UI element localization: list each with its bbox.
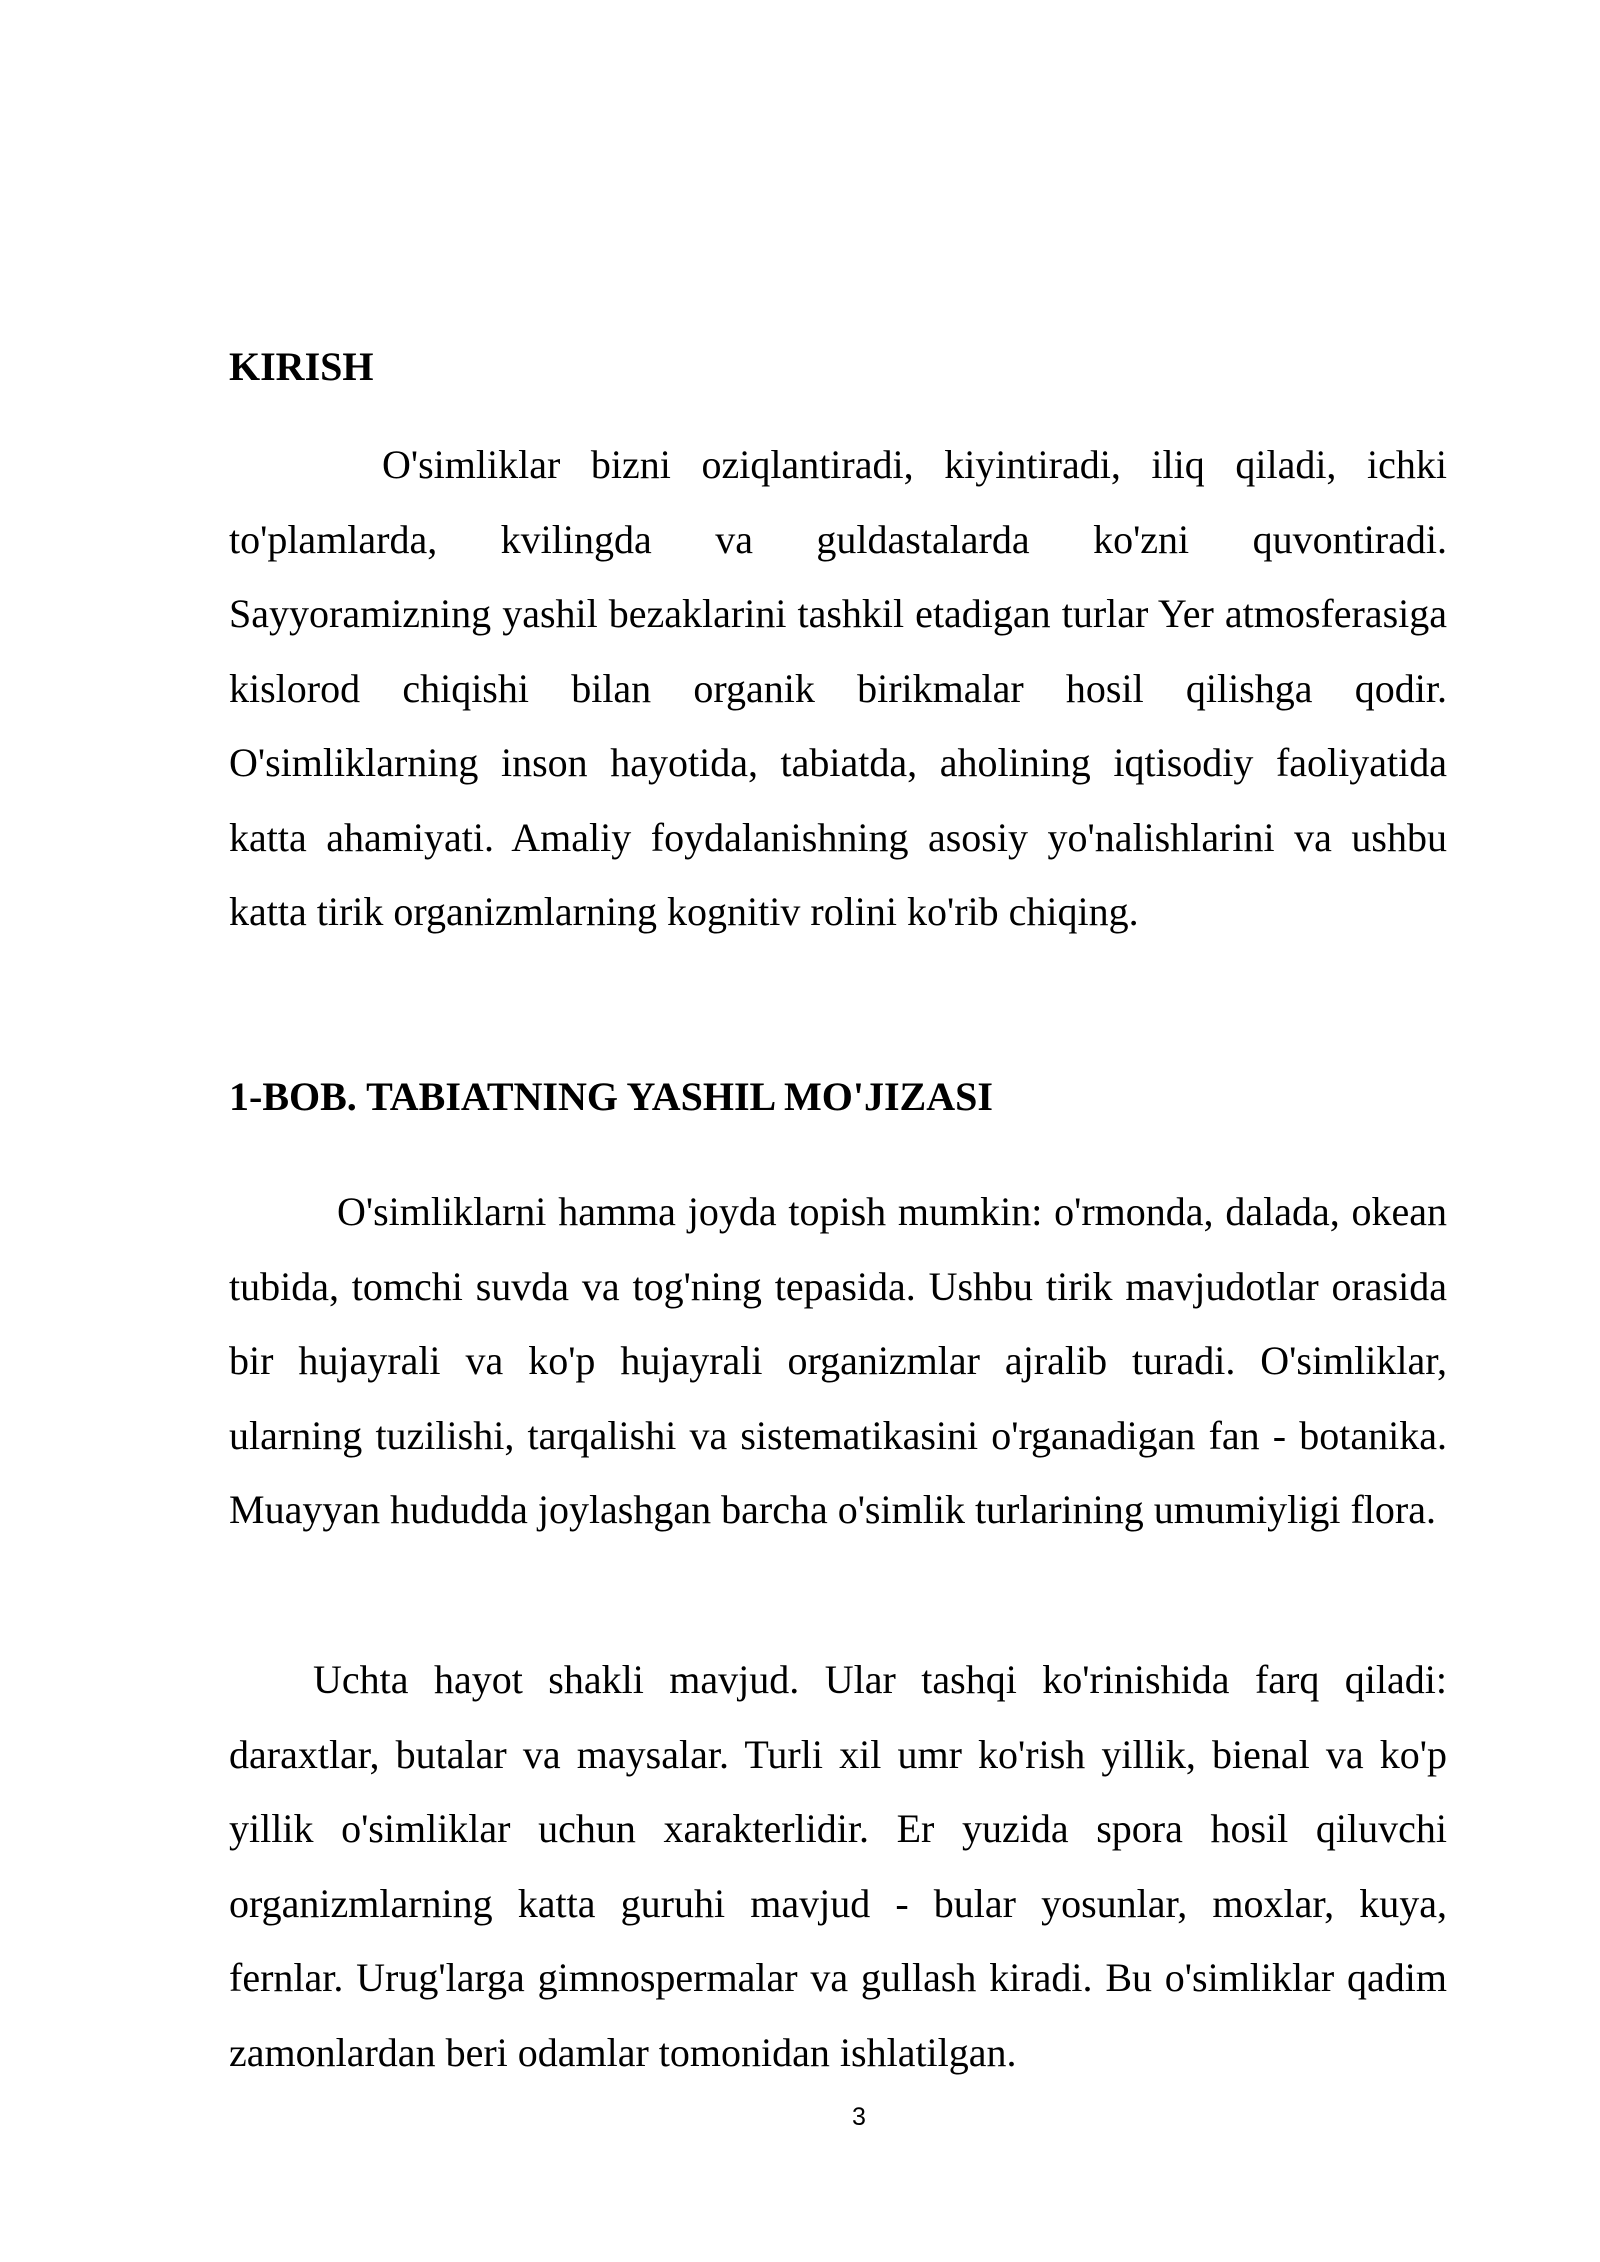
chapter-1-paragraph-2: Uchta hayot shakli mavjud. Ular tashqi ko'rinishida farq qiladi: daraxtlar, butalar va maysalar. Turli xil umr ko'rish yillik, bienal va ko'p yillik o'simliklar uchun xarakterlidir. Er yuzida spora hosil qiluvchi organizmlarning katta guruhi mavjud - bular yosunlar, moxlar, kuya, fernlar. Urug'larga gimnospermalar va gullash kiradi. Bu o'simliklar qadim zamonlardan beri odamlar tomonidan ishlatilgan. — [229, 1657, 1447, 2075]
chapter-1-paragraph-1: O'simliklarni hamma joyda topish mumkin: o'rmonda, dalada, okean tubida, tomchi suvda va tog'ning tepasida. Ushbu tirik mavjudotlar orasida bir hujayrali va ko'p hujayrali organizmlar ajralib turadi. O'simliklar, ularning tuzilishi, tarqalishi va sistematikasini o'rganadigan fan - botanika. Muayyan hududda joylashgan barcha o'simlik turlarining umumiyligi flora. — [229, 1189, 1447, 1532]
intro-heading: KIRISH — [229, 344, 374, 389]
intro-paragraph: O'simliklar bizni oziqlantiradi, kiyintiradi, iliq qiladi, ichki to'plamlarda, kvilingda va guldastalarda ko'zni quvontiradi. Sayyoramizning yashil bezaklarini tashkil etadigan turlar Yer atmosferasiga kislorod chiqishi bilan organik birikmalar hosil qilishga qodir. O'simliklarning inson hayotida, tabiatda, aholining iqtisodiy faoliyatida katta ahamiyati. Amaliy foydalanishning asosiy yo'nalishlarini va ushbu katta tirik organizmlarning kognitiv rolini ko'rib chiqing. — [229, 442, 1447, 934]
page-number: 3 — [852, 2103, 866, 2131]
chapter-1-heading: 1-BOB. TABIATNING YASHIL MO'JIZASI — [229, 1074, 993, 1119]
